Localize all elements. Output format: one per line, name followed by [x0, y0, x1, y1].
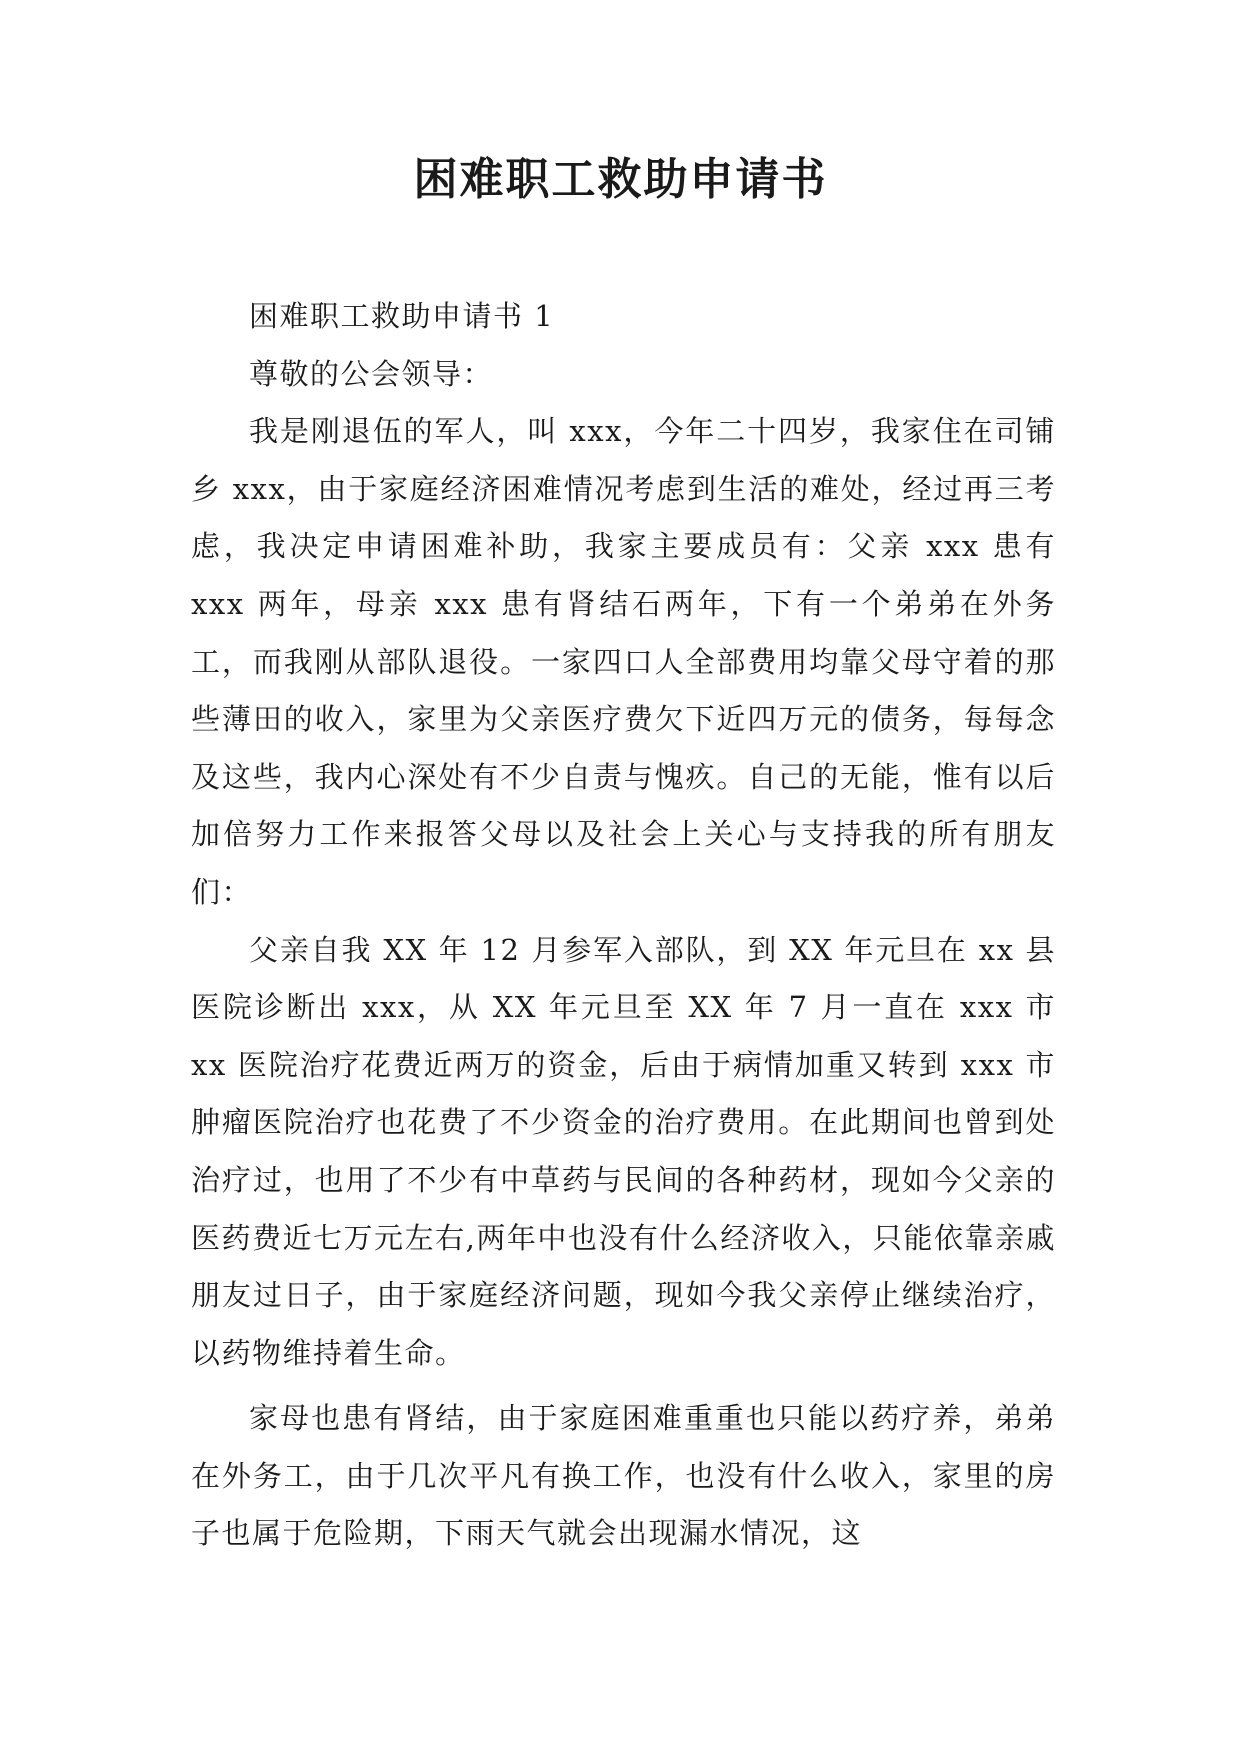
- salutation: 尊敬的公会领导：: [249, 356, 494, 391]
- section-heading: 困难职工救助申请书 1: [249, 299, 555, 333]
- paragraph-father: 父亲自我 XX 年 12 月参军入部队，到 XX 年元旦在 xx 县医院诊断出 xxx，从 XX 年元旦至 XX 年 7 月一直在 xxx 市 xx 医院治疗花费近两万的资金，后由于病情加重又转到 xxx 市肿瘤医院治疗也花费了不少资金的治疗费用。在此期间也曾到处治疗过，也用了不少有中草药与民间的各种药材，现如今父亲的医药费近七万元左右,两年中也没有什么经济收入，只能依靠亲戚朋友过日子，由于家庭经济问题，现如今我父亲停止继续治疗，以药物维持着生命。: [191, 932, 1056, 1370]
- document-body: [191, 288, 1056, 1563]
- document-title: 困难职工救助申请书: [413, 154, 828, 205]
- paragraph-mother: 家母也患有肾结，由于家庭困难重重也只能以药疗养，弟弟在外务工，由于几次平凡有换工作，也没有什么收入，家里的房子也属于危险期，下雨天气就会出现漏水情况，这: [191, 1401, 1056, 1551]
- paragraph-intro: 我是刚退伍的军人，叫 xxx，今年二十四岁，我家住在司铺乡 xxx，由于家庭经济困难情况考虑到生活的难处，经过再三考虑，我决定申请困难补助，我家主要成员有：父亲 xxx 患有 xxx 两年，母亲 xxx 患有肾结石两年，下有一个弟弟在外务工，而我刚从部队退役。一家四口人全部费用均靠父母守着的那些薄田的收入，家里为父亲医疗费欠下近四万元的债务，每每念及这些，我内心深处有不少自责与愧疚。自己的无能，惟有以后加倍努力工作来报答父母以及社会上关心与支持我的所有朋友们：: [191, 414, 1056, 909]
